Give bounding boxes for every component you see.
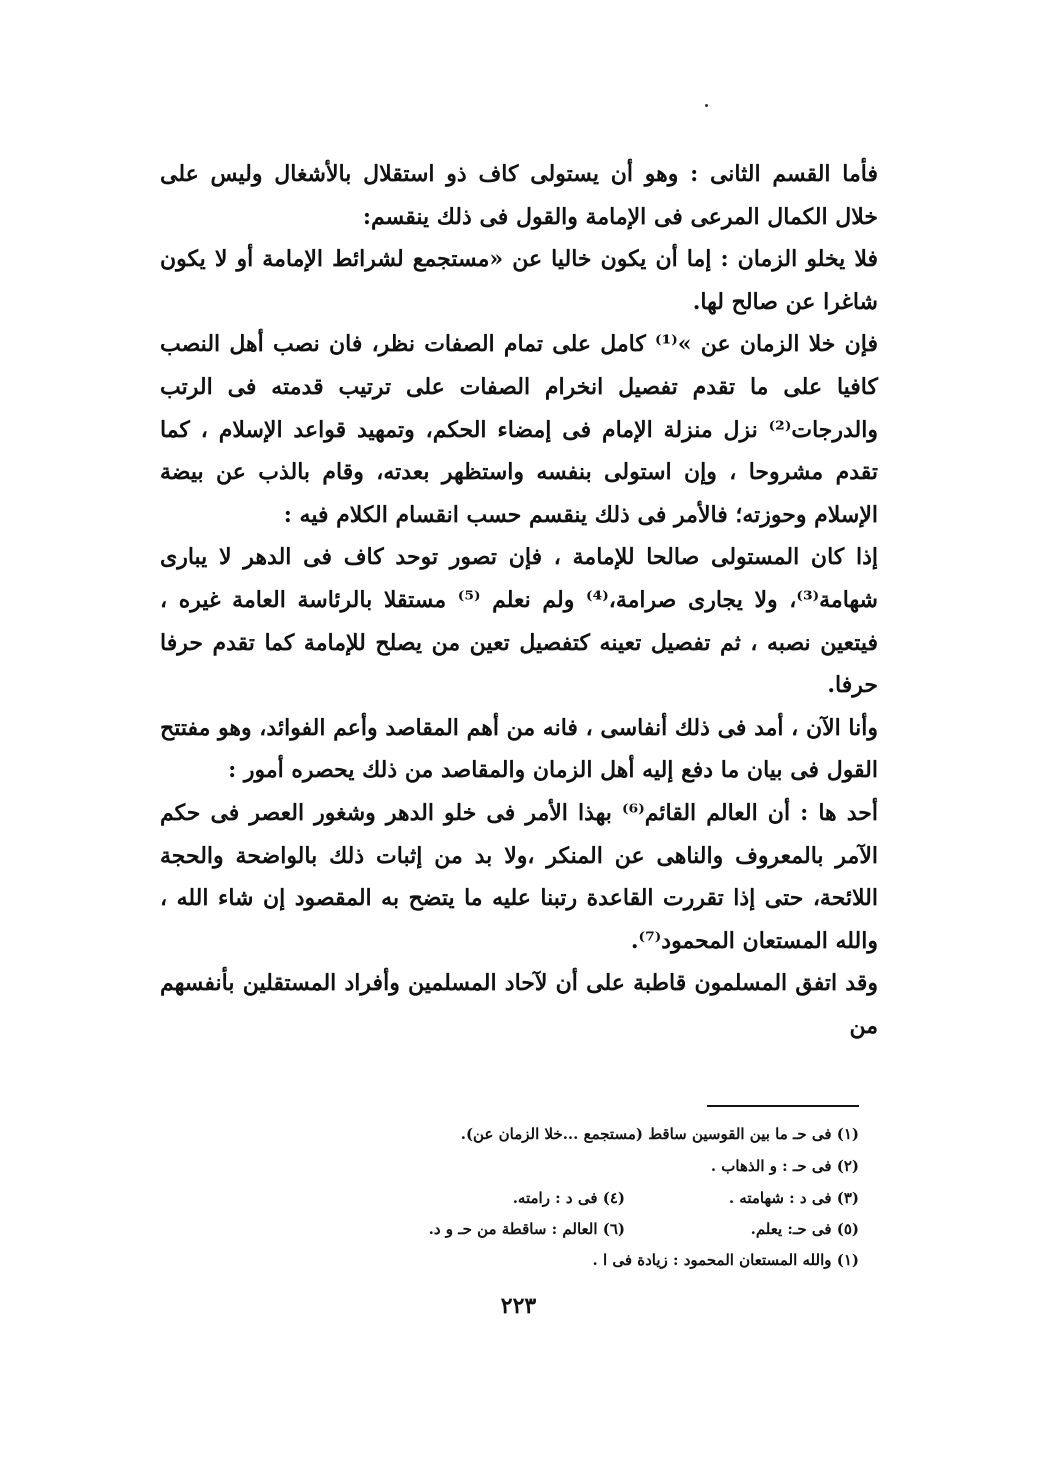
paragraph-5: وأنا الآن ، أمد فى ذلك أنفاسى ، فانه من أهم المقاصد وأعم الفوائد، وهو مفتتح القول فى بيان ما دفع إليه أهل الزمان والمقاصد من ذلك يحصره أمور :	[160, 714, 878, 784]
paragraph-7: وقد اتفق المسلمون قاطبة على أن لآحاد المسلمين وأفراد المستقلين بأنفسهم من	[160, 970, 878, 1039]
paragraph-1: فأما القسم الثانى : وهو أن يستولى كاف ذو استقلال بالأشغال وليس على خلال الكمال المرعى فى الإمامة والقول فى ذلك ينقسم:	[160, 161, 878, 230]
main-text	[160, 153, 878, 1047]
footnote-separator	[707, 1105, 859, 1107]
footnote-5: (٥) فى حـ: يعلم.	[750, 1220, 859, 1238]
footnote-4: (٤) فى د : رامته.	[512, 1189, 625, 1207]
footnote-3: (٣) فى د : شهامته .	[728, 1189, 859, 1207]
paragraph-3: فإن خلا الزمان عن »⁽¹⁾ كامل على تمام الصفات نظر، فان نصب أهل النصب كافيا على ما تقدم تفصيل انخرام الصفات على ترتيب قدمته فى الرتب والدرجات⁽²⁾ نزل منزلة الإمام فى إمضاء الحكم، وتمهيد قواعد الإسلام ، كما تقدم مشروحا ، وإن استولى بنفسه واستظهر بعدته، وقام بالذب عن بيضة الإسلام وحوزته؛ فالأمر فى ذلك ينقسم حسب انقسام الكلام فيه :	[160, 331, 879, 528]
footnote-6: (٦) العالم : ساقطة من حـ و د.	[428, 1220, 625, 1238]
page-number: ٢٢٣	[500, 1293, 537, 1319]
footnote-1: (١) فى حـ ما بين القوسين ساقط (مستجمع ...خلا الزمان عن).	[460, 1125, 859, 1143]
paragraph-4: إذا كان المستولى صالحا للإمامة ، فإن تصور توحد كاف فى الدهر لا يبارى شهامة⁽³⁾، ولا يجارى صرامة،⁽⁴⁾ ولم نعلم ⁽⁵⁾ مستقلا بالرئاسة العامة غيره ، فيتعين نصبه ، ثم تفصيل تعينه كتفصيل تعين من يصلح للإمامة كما تقدم حرفا حرفا.	[160, 544, 878, 699]
footnote-2: (٢) فى حـ : و الذهاب .	[710, 1157, 859, 1175]
footnote-7: (١) والله المستعان المحمود : زيادة فى ا .	[592, 1251, 859, 1269]
paragraph-6: أحد ها : أن العالم القائم⁽⁶⁾ بهذا الأمر فى خلو الدهر وشغور العصر فى حكم الآمر بالمعروف والناهى عن المنكر ،ولا بد من إثبات ذلك بالواضحة والحجة اللائحة، حتى إذا تقررت القاعدة رتبنا عليه ما يتضح به المقصود إن شاء الله ، والله المستعان المحمود⁽⁷⁾.	[160, 799, 878, 954]
ink-speck	[705, 104, 708, 107]
paragraph-2: فلا يخلو الزمان : إما أن يكون خاليا عن «مستجمع لشرائط الإمامة أو لا يكون شاغرا عن صالح لها.	[160, 246, 878, 315]
